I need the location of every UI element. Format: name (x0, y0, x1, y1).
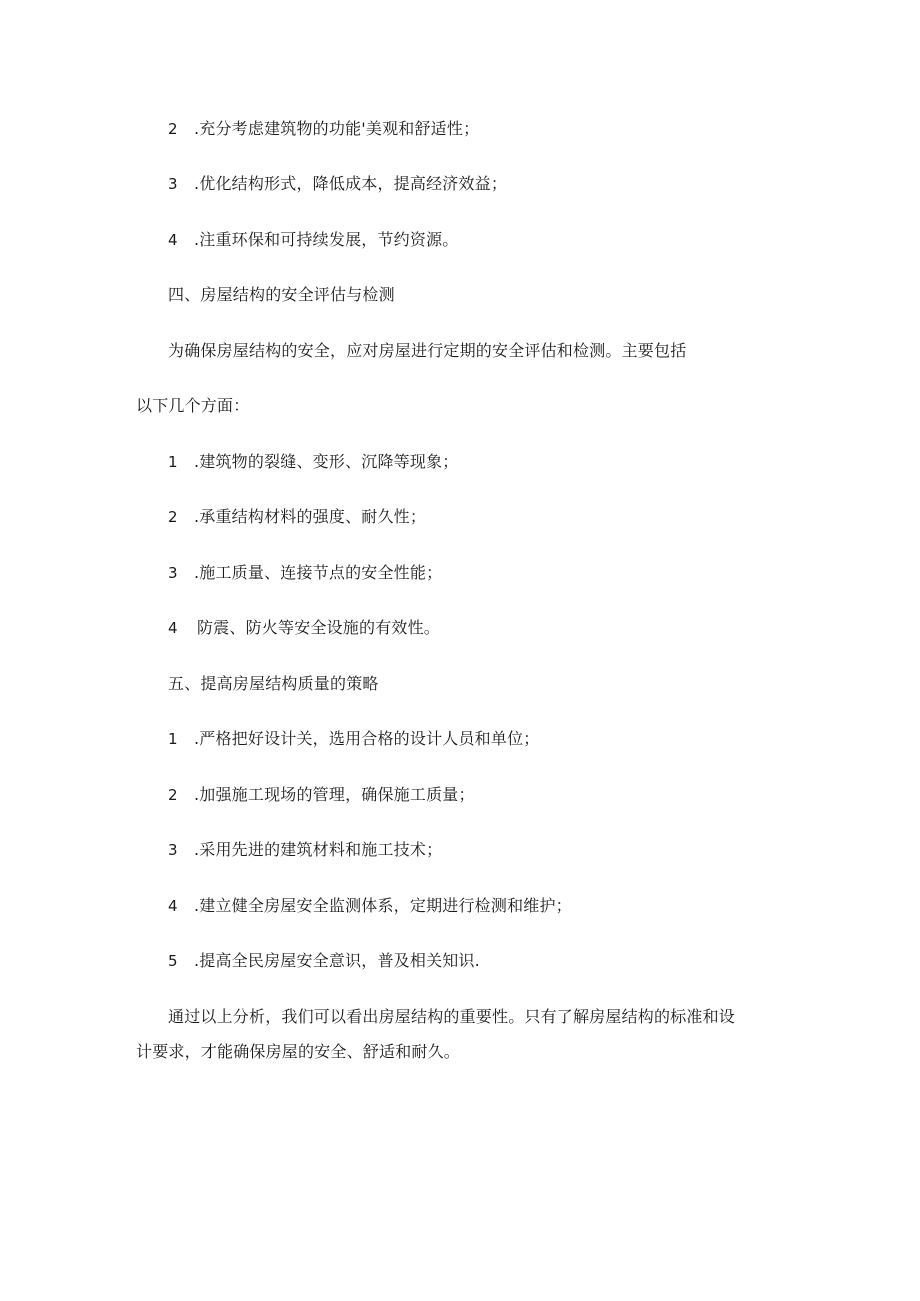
list-item-text: .承重结构材料的强度、耐久性； (194, 507, 427, 526)
list-item-number: 4 (168, 897, 178, 915)
list-item-number: 1 (168, 453, 178, 471)
paragraph-line: 计要求，才能确保房屋的安全、舒适和耐久。 (136, 1042, 461, 1061)
section-heading: 五、提高房屋结构质量的策略 (168, 674, 379, 693)
list-item-number: 2 (168, 786, 178, 804)
list-item (168, 451, 459, 473)
paragraph-line: 通过以上分析，我们可以看出房屋结构的重要性。只有了解房屋结构的标准和设 (168, 1007, 736, 1026)
list-item (168, 784, 475, 806)
list-item-text: .充分考虑建筑物的功能'美观和舒适性； (194, 119, 480, 138)
list-item-text: .提高全民房屋安全意识，普及相关知识. (194, 951, 480, 970)
list-item-number: 4 (168, 619, 178, 637)
list-item (168, 506, 426, 528)
list-item (168, 173, 507, 195)
list-item (168, 839, 442, 861)
paragraph-line: 为确保房屋结构的安全，应对房屋进行定期的安全评估和检测。主要包括 (168, 341, 687, 360)
list-item (168, 118, 479, 140)
list-item-number: 3 (168, 564, 178, 582)
list-item (168, 895, 572, 917)
list-item-text: .施工质量、连接节点的安全性能； (194, 563, 443, 582)
list-item-number: 4 (168, 231, 178, 249)
list-item-text: .注重环保和可持续发展，节约资源。 (194, 230, 459, 249)
list-item-text: 防震、防火等安全设施的有效性。 (197, 618, 441, 637)
list-item-text: .采用先进的建筑材料和施工技术； (194, 840, 443, 859)
list-item (168, 562, 442, 584)
list-item-text: .加强施工现场的管理，确保施工质量； (194, 785, 475, 804)
list-item (168, 728, 540, 750)
list-item (168, 617, 440, 639)
list-item-number: 2 (168, 508, 178, 526)
list-item (168, 950, 480, 972)
list-item-number: 3 (168, 841, 178, 859)
list-item-number: 5 (168, 952, 178, 970)
section-heading: 四、房屋结构的安全评估与检测 (168, 285, 395, 304)
list-item-number: 3 (168, 175, 178, 193)
list-item-text: .优化结构形式，降低成本，提高经济效益； (194, 174, 508, 193)
paragraph-line: 以下几个方面： (136, 396, 250, 415)
list-item (168, 229, 459, 251)
list-item-text: .严格把好设计关，选用合格的设计人员和单位； (194, 729, 540, 748)
list-item-number: 2 (168, 120, 178, 138)
list-item-text: .建立健全房屋安全监测体系，定期进行检测和维护； (194, 896, 572, 915)
list-item-text: .建筑物的裂缝、变形、沉降等现象； (194, 452, 459, 471)
list-item-number: 1 (168, 730, 178, 748)
